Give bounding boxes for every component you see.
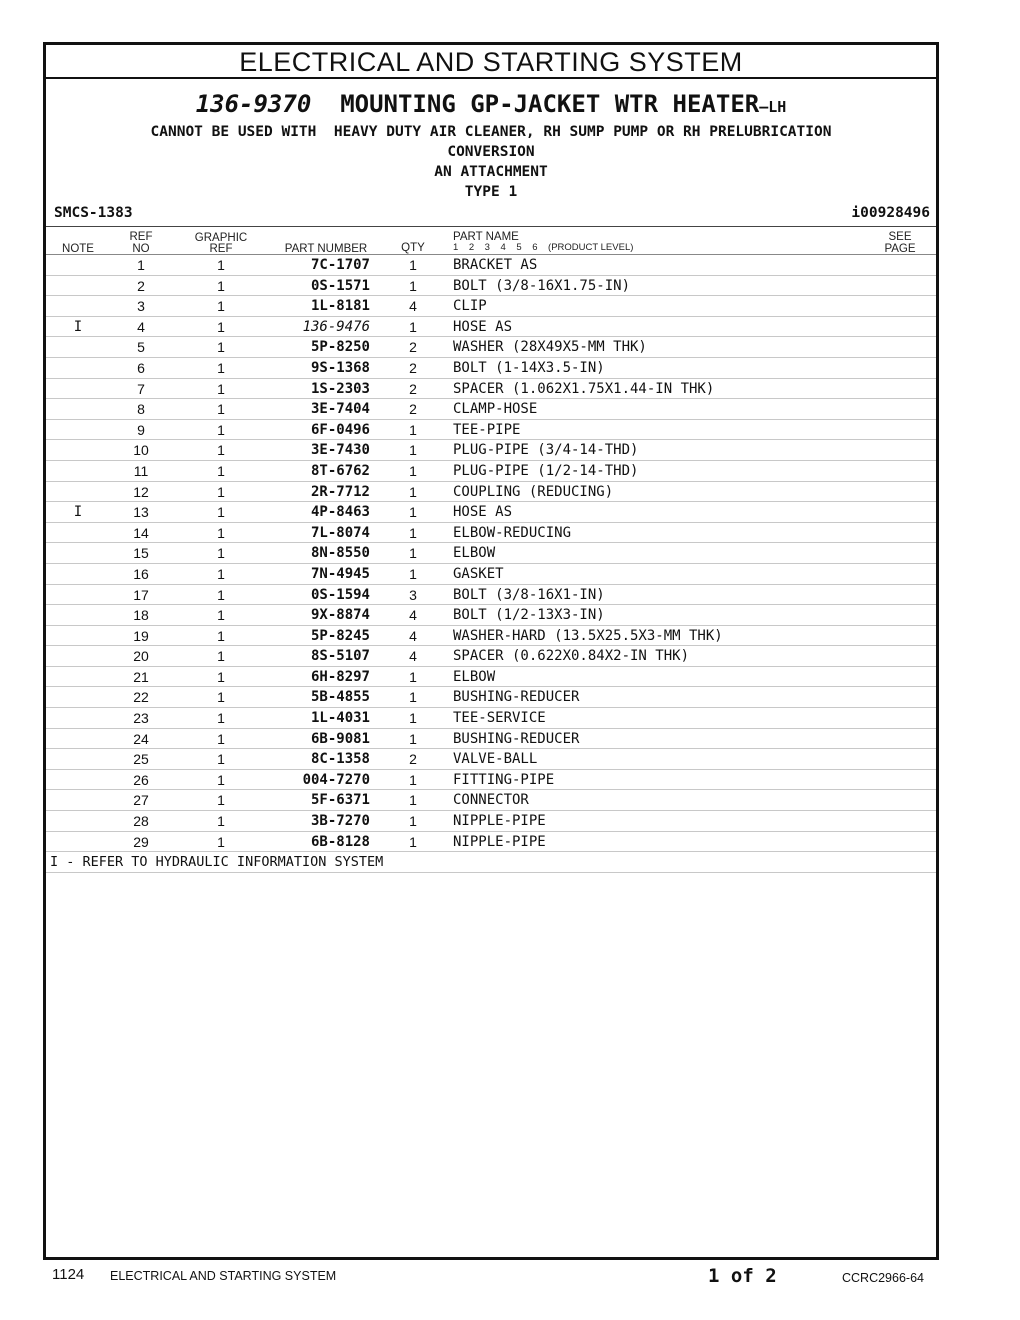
table-row [46,523,936,544]
table-row [46,502,936,523]
group-header [46,89,936,202]
ref-no-cell: 2 [137,277,145,294]
part-name-cell: BRACKET AS [453,257,538,273]
page-frame [43,42,939,1260]
ref-no-cell: 16 [133,565,149,582]
table-row [46,337,936,358]
graphic-ref-cell: 1 [217,380,225,397]
part-number-cell[interactable]: 5P-8245 [310,627,370,644]
qty-cell: 3 [409,586,417,603]
col-ref-bottom: NO [132,243,150,255]
footer-section: ELECTRICAL AND STARTING SYSTEM [110,1269,337,1283]
graphic-ref-cell: 1 [217,257,225,273]
table-row [46,255,936,276]
part-name-cell: CLAMP-HOSE [453,401,538,418]
graphic-ref-cell: 1 [217,462,225,479]
part-number-cell[interactable]: 5F-6371 [310,792,370,809]
table-row [46,770,936,791]
qty-cell: 1 [409,792,417,809]
col-see-bottom: PAGE [884,243,916,255]
part-name-cell: SPACER (0.622X0.84X2-IN THK) [453,648,690,665]
group-suffix: —LH [759,98,787,116]
col-qty: QTY [401,242,425,254]
part-number-cell[interactable]: 136-9476 [302,318,370,335]
ref-no-cell: 24 [133,730,149,747]
qty-cell: 2 [409,380,417,397]
footer-page-number: 1124 [52,1266,85,1283]
table-row [46,832,936,853]
graphic-ref-cell: 1 [217,771,225,788]
graphic-ref-cell: 1 [217,318,225,335]
ref-no-cell: 19 [133,627,149,644]
table-row [46,317,936,338]
table-row [46,276,936,297]
col-graphic-top: GRAPHIC [194,232,248,244]
part-name-cell: PLUG-PIPE (1/2-14-THD) [453,462,639,479]
part-number-cell[interactable]: 8S-5107 [310,648,370,665]
part-name-cell: TEE-SERVICE [453,710,546,727]
table-row [46,564,936,585]
section-title: ELECTRICAL AND STARTING SYSTEM [46,45,936,79]
ref-no-cell: 29 [133,833,149,850]
col-part-number: PART NUMBER [284,243,368,255]
table-row [46,687,936,708]
graphic-ref-cell: 1 [217,627,225,644]
ref-no-cell: 13 [133,504,149,521]
part-name-cell: ELBOW [453,668,496,685]
qty-cell: 2 [409,339,417,356]
part-number-cell[interactable]: 2R-7712 [310,483,370,500]
part-number-cell[interactable]: 3E-7430 [310,442,370,459]
qty-cell: 1 [409,710,417,727]
table-row [46,626,936,647]
ref-no-cell: 3 [137,298,145,315]
ref-no-cell: 21 [133,668,149,685]
graphic-ref-cell: 1 [217,442,225,459]
graphic-ref-cell: 1 [217,339,225,356]
part-name-cell: HOSE AS [453,318,513,335]
qty-cell: 1 [409,668,417,685]
part-name-cell: BOLT (1/2-13X3-IN) [453,607,605,624]
qty-cell: 2 [409,359,417,376]
part-name-cell: HOSE AS [453,504,513,521]
ref-no-cell: 12 [133,483,149,500]
part-number-cell[interactable]: 0S-1571 [310,277,370,294]
table-row [46,296,936,317]
qty-cell: 1 [409,813,417,830]
qty-cell: 2 [409,751,417,768]
graphic-ref-cell: 1 [217,730,225,747]
table-row [46,461,936,482]
qty-cell: 4 [409,298,417,315]
part-number-cell[interactable]: 8N-8550 [310,545,370,562]
ref-no-cell: 1 [137,257,145,273]
footer-doc-id: CCRC2966-64 [842,1271,924,1285]
part-number-cell[interactable]: 6H-8297 [310,668,370,685]
table-row [46,440,936,461]
col-note: NOTE [62,243,94,255]
qty-cell: 4 [409,627,417,644]
ref-no-cell: 18 [133,607,149,624]
illustration-id: i00928496 [851,205,930,221]
header-divider [46,226,936,227]
ref-no-cell: 9 [137,421,145,438]
graphic-ref-cell: 1 [217,792,225,809]
ref-no-cell: 15 [133,545,149,562]
group-name: MOUNTING GP-JACKET WTR HEATER [340,90,760,118]
qty-cell: 1 [409,318,417,335]
graphic-ref-cell: 1 [217,483,225,500]
ref-no-cell: 10 [133,442,149,459]
ref-no-cell: 7 [137,380,145,397]
ref-no-cell: 20 [133,648,149,665]
part-number-cell[interactable]: 5B-4855 [310,689,370,706]
graphic-ref-cell: 1 [217,277,225,294]
group-note-line: TYPE 1 [464,184,518,200]
group-note-line: AN ATTACHMENT [434,164,548,180]
note-cell: I [73,504,83,521]
graphic-ref-cell: 1 [217,565,225,582]
qty-cell: 1 [409,524,417,541]
graphic-ref-cell: 1 [217,689,225,706]
part-name-cell: CLIP [453,298,487,315]
qty-cell: 1 [409,565,417,582]
part-number-cell[interactable]: 0S-1594 [310,586,370,603]
qty-cell: 4 [409,607,417,624]
ref-no-cell: 5 [137,339,145,356]
part-name-cell: BOLT (3/8-16X1.75-IN) [453,277,631,294]
group-note-line: CANNOT BE USED WITH HEAVY DUTY AIR CLEANER, RH SUMP PUMP OR RH PRELUBRICATION [150,124,832,140]
col-part-name: PART NAME [453,231,519,243]
graphic-ref-cell: 1 [217,607,225,624]
col-ref-top: REF [129,231,153,243]
ref-no-cell: 11 [133,462,149,479]
table-row [46,729,936,750]
footer-page-of: 1 of 2 [708,1265,777,1287]
part-name-cell: COUPLING (REDUCING) [453,483,614,500]
part-name-cell: WASHER (28X49X5-MM THK) [453,339,647,356]
part-number-cell[interactable]: 9S-1368 [310,359,370,376]
part-number-cell[interactable]: 8T-6762 [310,462,370,479]
graphic-ref-cell: 1 [217,833,225,850]
qty-cell: 1 [409,689,417,706]
part-number-cell[interactable]: 6F-0496 [310,421,370,438]
graphic-ref-cell: 1 [217,668,225,685]
part-number-cell[interactable]: 5P-8250 [310,339,370,356]
qty-cell: 1 [409,257,417,273]
ref-no-cell: 4 [137,318,145,335]
part-number-cell[interactable]: 6B-9081 [310,730,370,747]
ref-no-cell: 28 [133,813,149,830]
qty-cell: 2 [409,401,417,418]
col-graphic-bottom: REF [209,243,233,255]
part-name-cell: ELBOW [453,545,496,562]
part-name-cell: VALVE-BALL [453,751,538,768]
graphic-ref-cell: 1 [217,751,225,768]
parts-list [46,255,936,873]
part-number-cell[interactable]: 9X-8874 [310,607,370,624]
ref-no-cell: 14 [133,524,149,541]
part-name-cell: TEE-PIPE [453,421,521,438]
part-number-cell[interactable]: 7C-1707 [310,257,370,273]
table-row [46,482,936,503]
part-number-cell[interactable]: 3E-7404 [310,401,370,418]
ref-no-cell: 23 [133,710,149,727]
graphic-ref-cell: 1 [217,710,225,727]
qty-cell: 1 [409,833,417,850]
graphic-ref-cell: 1 [217,586,225,603]
graphic-ref-cell: 1 [217,504,225,521]
col-product-levels: 1 2 3 4 5 6 (PRODUCT LEVEL) [453,242,634,253]
part-number-cell[interactable]: 6B-8128 [310,833,370,850]
graphic-ref-cell: 1 [217,359,225,376]
table-row [46,543,936,564]
ref-no-cell: 26 [133,771,149,788]
part-number-cell[interactable]: 8C-1358 [310,751,370,768]
part-number-cell[interactable]: 1L-8181 [310,298,370,315]
part-name-cell: NIPPLE-PIPE [453,833,546,850]
part-name-cell: BOLT (3/8-16X1-IN) [453,586,605,603]
graphic-ref-cell: 1 [217,524,225,541]
part-name-cell: PLUG-PIPE (3/4-14-THD) [453,442,639,459]
ref-no-cell: 27 [133,792,149,809]
part-number-cell[interactable]: 004-7270 [302,771,370,788]
table-row [46,811,936,832]
graphic-ref-cell: 1 [217,401,225,418]
part-name-cell: FITTING-PIPE [453,771,555,788]
qty-cell: 1 [409,771,417,788]
table-row [46,646,936,667]
part-name-cell: CONNECTOR [453,792,529,809]
table-row [46,667,936,688]
group-part-number[interactable]: 136-9370 [195,90,312,118]
group-note-line: CONVERSION [447,144,535,160]
ref-no-cell: 17 [133,586,149,603]
qty-cell: 1 [409,462,417,479]
footnote: I - REFER TO HYDRAULIC INFORMATION SYSTEM [46,852,936,873]
table-row [46,585,936,606]
part-number-cell[interactable]: 4P-8463 [310,504,370,521]
col-see-top: SEE [888,231,912,243]
part-name-cell: SPACER (1.062X1.75X1.44-IN THK) [453,380,715,397]
smcs-code: SMCS-1383 [54,205,133,221]
table-row [46,399,936,420]
part-name-cell: BUSHING-REDUCER [453,730,580,747]
table-row [46,708,936,729]
table-row [46,605,936,626]
qty-cell: 1 [409,421,417,438]
part-name-cell: GASKET [453,565,504,582]
qty-cell: 1 [409,442,417,459]
ref-no-cell: 25 [133,751,149,768]
qty-cell: 4 [409,648,417,665]
part-number-cell[interactable]: 7L-8074 [310,524,370,541]
table-row [46,379,936,400]
qty-cell: 1 [409,483,417,500]
ref-no-cell: 8 [137,401,145,418]
qty-cell: 1 [409,730,417,747]
note-cell: I [73,318,83,335]
graphic-ref-cell: 1 [217,421,225,438]
part-name-cell: ELBOW-REDUCING [453,524,572,541]
graphic-ref-cell: 1 [217,648,225,665]
table-row [46,790,936,811]
qty-cell: 1 [409,277,417,294]
graphic-ref-cell: 1 [217,298,225,315]
group-title [46,89,936,122]
part-number-cell[interactable]: 7N-4945 [310,565,370,582]
part-number-cell[interactable]: 3B-7270 [310,813,370,830]
part-number-cell[interactable]: 1S-2303 [310,380,370,397]
table-row [46,420,936,441]
graphic-ref-cell: 1 [217,545,225,562]
table-row [46,358,936,379]
part-number-cell[interactable]: 1L-4031 [310,710,370,727]
graphic-ref-cell: 1 [217,813,225,830]
ref-no-cell: 6 [137,359,145,376]
table-row [46,749,936,770]
part-name-cell: WASHER-HARD (13.5X25.5X3-MM THK) [453,627,723,644]
part-name-cell: BUSHING-REDUCER [453,689,580,706]
ref-no-cell: 22 [133,689,149,706]
part-name-cell: BOLT (1-14X3.5-IN) [453,359,605,376]
part-name-cell: NIPPLE-PIPE [453,813,546,830]
qty-cell: 1 [409,504,417,521]
qty-cell: 1 [409,545,417,562]
